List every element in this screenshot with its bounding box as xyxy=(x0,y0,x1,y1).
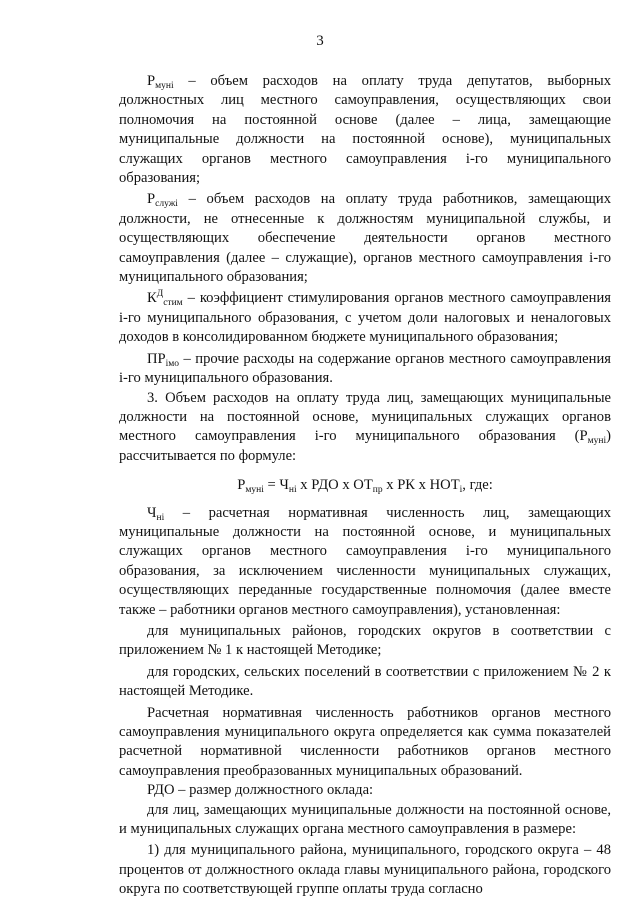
definition-p-sluzh xyxy=(119,190,611,287)
formula-subscript: муні xyxy=(245,485,264,496)
definition-text: – объем расходов на оплату труда работников, замещающих должности, не отнесенные к должностям муниципальной службы, и осуществляющих обеспечение деятельности органов местного самоуправления (далее – служащие), органов местного самоуправления і-го муниципального образования; xyxy=(119,191,611,286)
paragraph-3 xyxy=(119,389,611,467)
symbol-subscript: ні xyxy=(156,512,165,523)
formula-term: Р xyxy=(237,477,246,494)
symbol-subscript: стим xyxy=(163,298,183,309)
symbol: ПР xyxy=(147,350,166,367)
paragraph-item-1: 1) для муниципального района, муниципального, городского округа – 48 процентов от должностного оклада главы муниципального района, городского округа по соответствующей группе оплаты труда согласно xyxy=(119,842,611,898)
symbol: К xyxy=(147,290,157,307)
paragraph-rdo: РДО – размер должностного оклада: xyxy=(147,782,374,799)
paragraph-persons: для лиц, замещающих муниципальные должности на постоянной основе, и муниципальных служащих органа местного самоуправления в размере: xyxy=(119,801,611,838)
definition-text: – коэффициент стимулирования органов местного самоуправления і-го муниципального образования, с учетом доли налоговых и неналоговых доходов в консолидированном бюджете муниципального образования; xyxy=(119,290,611,346)
formula-subscript: пр xyxy=(372,485,383,496)
definition-text: – расчетная нормативная численность лиц, замещающих муниципальные должности на постоянной основе, и муниципальных служащих органов местного самоуправления і-го муниципального образования, за исключением численности муниципальных служащих, осуществляющих переданные государственные полномочия (далее вместе также – работники органов местного самоуправления), установленная: xyxy=(119,504,611,618)
symbol: Р xyxy=(147,191,156,208)
definition-pr xyxy=(119,350,611,389)
definition-text: – прочие расходы на содержание органов местного самоуправления і-го муниципального образования. xyxy=(119,350,611,387)
symbol-subscript: муні xyxy=(155,81,174,91)
page-number: 3 xyxy=(316,33,324,49)
symbol-subscript: імо xyxy=(165,358,180,369)
symbol-subscript: служі xyxy=(155,199,178,210)
symbol-superscript: Д xyxy=(156,289,164,300)
symbol: Ч xyxy=(147,504,157,521)
definition-ch xyxy=(119,504,611,620)
symbol-subscript: муні xyxy=(587,436,607,447)
formula-term: = Ч xyxy=(263,477,289,494)
formula xyxy=(119,476,611,495)
definition-text: – объем расходов на оплату труда депутатов, выборных должностных лиц местного самоуправления, осуществляющих свои полномочия на постоянной основе (далее – лица, замещающие муниципальные должности на постоянной основе), муниципальных служащих органов местного самоуправления і-го муниципального образования; xyxy=(119,73,611,187)
document-body xyxy=(119,72,611,900)
definition-p-mun xyxy=(119,72,611,188)
paragraph-text: 3. Объем расходов на оплату труда лиц, замещающих муниципальные должности на постоянной основе, муниципальных служащих органов местного самоуправления і-го муниципального образования (Р xyxy=(119,389,611,445)
formula-subscript: ні xyxy=(288,485,297,496)
paragraph-districts: для муниципальных районов, городских округов в соответствии с приложением № 1 к настоящей Методике; xyxy=(119,622,611,659)
formula-term: х РДО х ОТ xyxy=(296,477,373,494)
paragraph-okrug: Расчетная нормативная численность работников органов местного самоуправления муниципального округа определяется как сумма показателей расчетной нормативной численности работников органов местного самоуправления преобразованных муниципальных образований. xyxy=(119,704,611,779)
formula-subscript: і xyxy=(459,485,463,496)
paragraph-tail: ) рассчитывается по формуле: xyxy=(119,428,611,464)
formula-term: х РК х НОТ xyxy=(382,477,460,494)
paragraph-settlements: для городских, сельских поселений в соответствии с приложением № 2 к настоящей Методике. xyxy=(119,663,611,700)
definition-k-stim xyxy=(119,289,611,347)
symbol: Р xyxy=(147,73,156,89)
formula-term: , где: xyxy=(462,477,493,494)
